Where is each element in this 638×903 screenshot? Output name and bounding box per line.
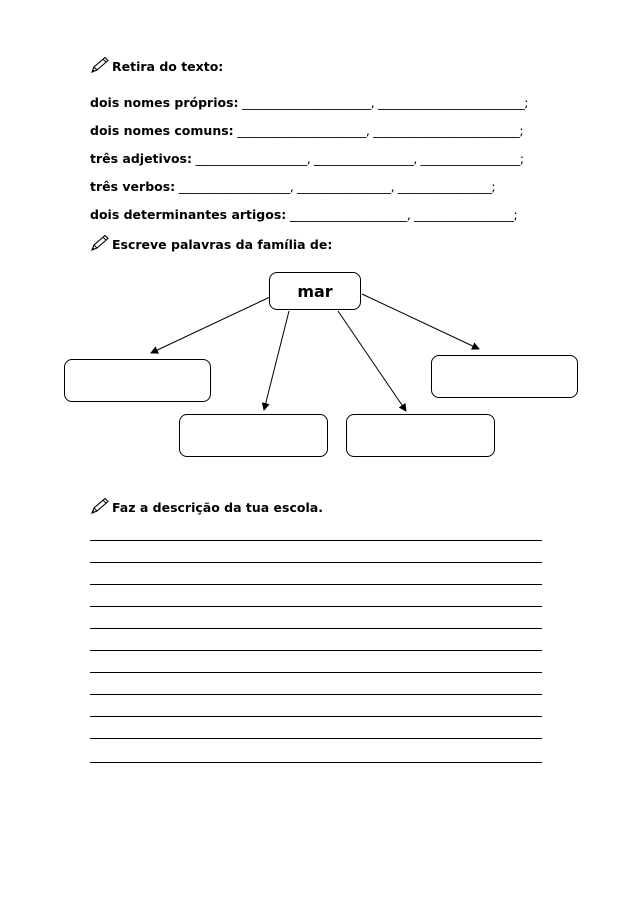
center-word-box	[269, 272, 361, 310]
exercise-label: três verbos:	[90, 179, 176, 194]
word-box-left[interactable]	[64, 359, 211, 402]
arrow-left	[151, 297, 270, 353]
answer-blanks[interactable]: ______________________, _________________________;	[233, 123, 524, 138]
center-word: mar	[297, 281, 333, 301]
exercise-label: dois nomes comuns:	[90, 123, 234, 138]
word-box-bottom-left[interactable]	[179, 414, 328, 457]
section3-title: Faz a descrição da tua escola.	[112, 500, 323, 515]
arrow-bottom-right	[338, 311, 406, 411]
writing-line[interactable]	[90, 650, 542, 651]
writing-line[interactable]	[90, 738, 542, 739]
exercise-label: dois nomes próprios:	[90, 95, 239, 110]
pencil-icon	[90, 497, 110, 515]
section1-title: Retira do texto:	[112, 59, 224, 74]
writing-line[interactable]	[90, 562, 542, 563]
answer-blanks[interactable]: ___________________, ________________, ________________;	[175, 179, 496, 194]
arrow-bottom-left	[264, 311, 289, 410]
word-box-bottom-right[interactable]	[346, 414, 495, 457]
arrow-right	[362, 294, 479, 349]
writing-line[interactable]	[90, 672, 542, 673]
answer-blanks[interactable]: ___________________, _________________, _________________;	[192, 151, 524, 166]
writing-line[interactable]	[90, 628, 542, 629]
exercise-label: três adjetivos:	[90, 151, 192, 166]
writing-line[interactable]	[90, 606, 542, 607]
word-box-right[interactable]	[431, 355, 578, 398]
writing-line[interactable]	[90, 762, 542, 763]
section2-title: Escreve palavras da família de:	[112, 237, 333, 252]
answer-blanks[interactable]: ____________________, _________________;	[286, 207, 518, 222]
writing-line[interactable]	[90, 716, 542, 717]
exercise-label: dois determinantes artigos:	[90, 207, 287, 222]
section3-heading	[90, 497, 323, 515]
answer-blanks[interactable]: ______________________, _________________________;	[238, 95, 529, 110]
writing-line[interactable]	[90, 694, 542, 695]
writing-line[interactable]	[90, 540, 542, 541]
writing-line[interactable]	[90, 584, 542, 585]
